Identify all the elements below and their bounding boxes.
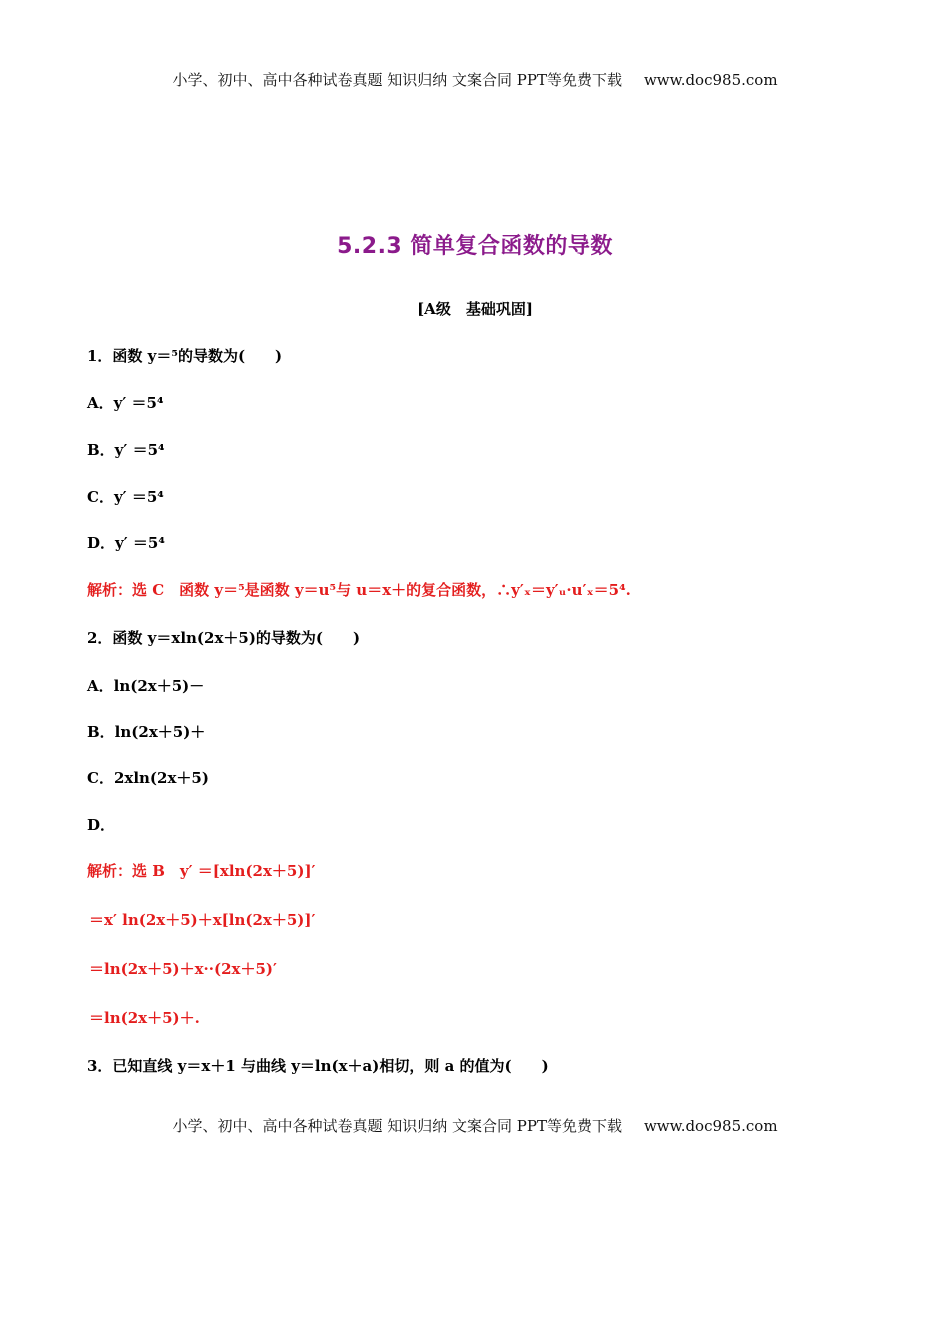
page-header — [0, 69, 950, 90]
q2-option-b: B．ln(2x＋5)＋ — [87, 723, 206, 741]
q2-stem: 2．函数 y＝xln(2x＋5)的导数为( ) — [87, 629, 361, 647]
q2-option-c: C．2xln(2x＋5) — [87, 769, 209, 787]
q1-option-d: D．y′ ＝5⁴ — [87, 534, 165, 552]
q3-stem: 3．已知直线 y＝x＋1 与曲线 y＝ln(x＋a)相切，则 a 的值为( ) — [87, 1057, 549, 1075]
q2-solution-line-4: ＝ln(2x＋5)＋. — [89, 1009, 200, 1027]
q2-solution-line-3: ＝ln(2x＋5)＋x··(2x＋5)′ — [89, 960, 277, 978]
q1-option-c: C．y′ ＝5⁴ — [87, 488, 164, 506]
q1-option-b: B．y′ ＝5⁴ — [87, 441, 165, 459]
q1-solution: 解析：选 C 函数 y＝⁵是函数 y＝u⁵与 u＝x＋的复合函数，∴y′ₓ＝y′ᵤ·u′ₓ＝5⁴. — [87, 581, 631, 599]
q1-option-a: A．y′ ＝5⁴ — [87, 394, 164, 412]
q2-option-a: A．ln(2x＋5)－ — [87, 677, 205, 695]
q2-option-d: D． — [87, 816, 116, 834]
footer-site: www.doc985.com — [643, 1117, 778, 1135]
q1-stem: 1．函数 y＝⁵的导数为( ) — [87, 347, 283, 365]
section-level: [A级 基础巩固] — [417, 300, 533, 318]
header-site: www.doc985.com — [643, 71, 778, 89]
header-text: 小学、初中、高中各种试卷真题 知识归纳 文案合同 PPT等免费下载 — [172, 71, 622, 89]
q2-solution-line-1: 解析：选 B y′ ＝[xln(2x＋5)]′ — [87, 862, 316, 880]
q2-solution-line-2: ＝x′ ln(2x＋5)＋x[ln(2x＋5)]′ — [89, 911, 316, 929]
page-footer — [0, 1115, 950, 1136]
page-title: 5.2.3 简单复合函数的导数 — [337, 234, 613, 259]
footer-text: 小学、初中、高中各种试卷真题 知识归纳 文案合同 PPT等免费下载 — [172, 1117, 622, 1135]
